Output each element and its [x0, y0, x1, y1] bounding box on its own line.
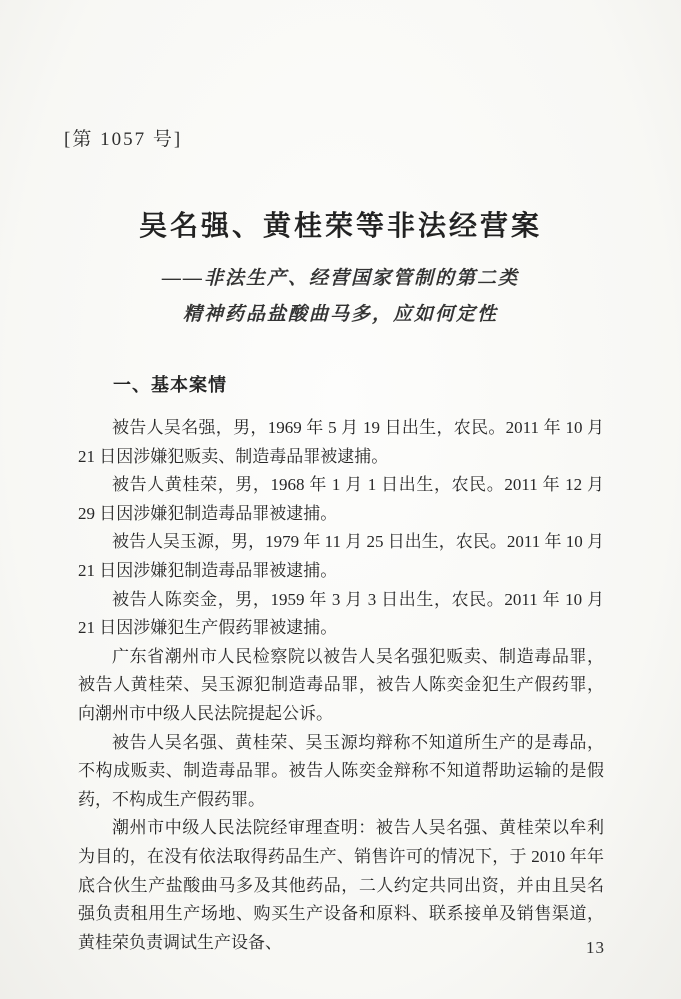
paragraph: 被告人吴玉源，男，1979 年 11 月 25 日出生，农民。2011 年 10 月 21 日因涉嫌犯制造毒品罪被逮捕。 — [78, 532, 604, 580]
scan-artifact-line — [287, 0, 535, 139]
case-subtitle-line1: ——非法生产、经营国家管制的第二类 — [161, 268, 519, 289]
body-text — [78, 414, 604, 957]
paragraph: 被告人吴名强、黄桂荣、吴玉源均辩称不知道所生产的是毒品，不构成贩卖、制造毒品罪。被告人陈奕金辩称不知道帮助运输的是假药，不构成生产假药罪。 — [78, 732, 604, 809]
case-title: 吴名强、黄桂荣等非法经营案 — [138, 211, 542, 242]
case-number-label: [第 1057 号] — [64, 129, 183, 150]
paragraph: 被告人黄桂荣，男，1968 年 1 月 1 日出生，农民。2011 年 12 月 29 日因涉嫌犯制造毒品罪被逮捕。 — [78, 475, 604, 523]
paragraph: 被告人陈奕金，男，1959 年 3 月 3 日出生，农民。2011 年 10 月 21 日因涉嫌犯生产假药罪被逮捕。 — [78, 589, 604, 638]
paragraph: 潮州市中级人民法院经审理查明：被告人吴名强、黄桂荣以牟利为目的，在没有依法取得药品生产、销售许可的情况下，于 2010 年年底合伙生产盐酸曲马多及其他药品，二人约定共同出资，并由且吴名强负责租用生产场地、购买生产设备和原料、联系接单及销售渠道，黄桂荣负责调试生产设备、 — [78, 818, 604, 952]
paragraph: 被告人吴名强，男，1969 年 5 月 19 日出生，农民。2011 年 10 月 21 日因涉嫌犯贩卖、制造毒品罪被逮捕。 — [78, 418, 604, 466]
paragraph: 广东省潮州市人民检察院以被告人吴名强犯贩卖、制造毒品罪，被告人黄桂荣、吴玉源犯制造毒品罪，被告人陈奕金犯生产假药罪，向潮州市中级人民法院提起公诉。 — [78, 646, 604, 723]
case-subtitle-line2: 精神药品盐酸曲马多，应如何定性 — [182, 304, 498, 325]
section-heading-basic-facts: 一、基本案情 — [113, 375, 227, 395]
page-number: 13 — [586, 938, 605, 957]
